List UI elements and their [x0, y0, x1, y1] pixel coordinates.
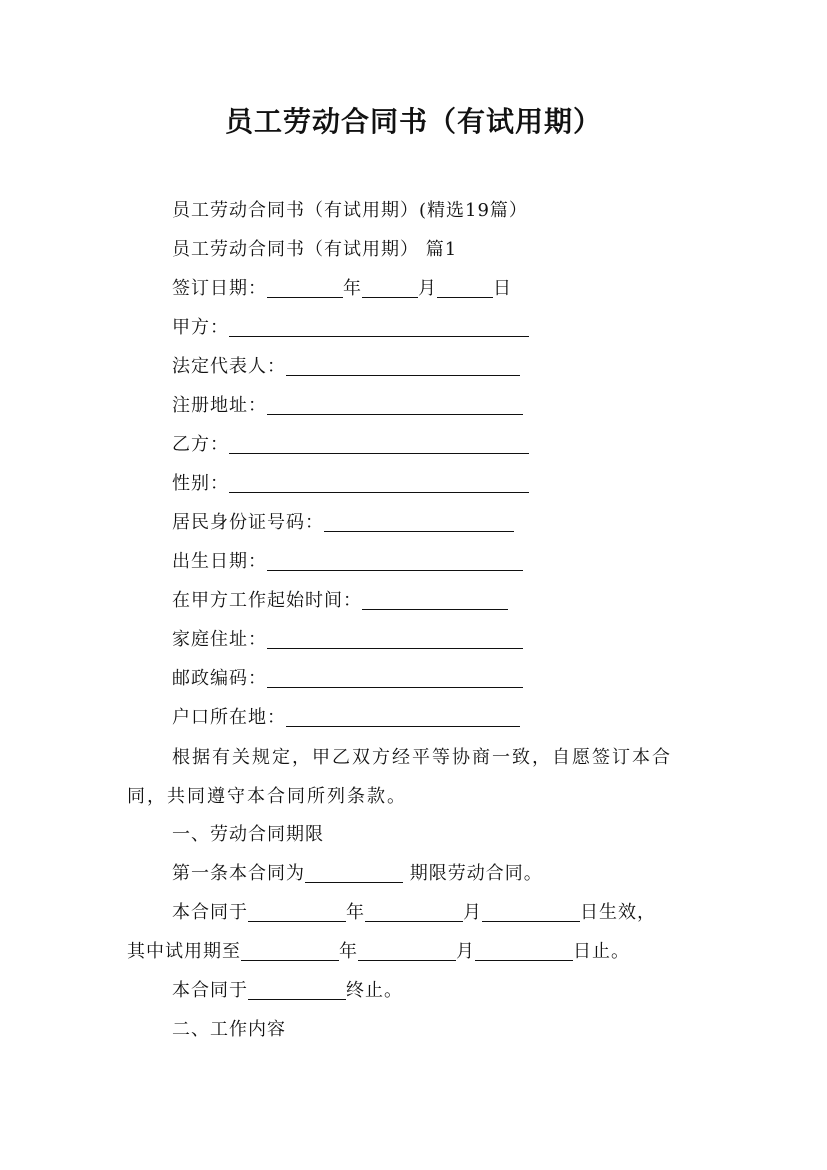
blank-end-date — [248, 979, 346, 1000]
field-label: 家庭住址： — [172, 629, 267, 650]
clause-3-suffix: 终止。 — [346, 980, 403, 1001]
field-label: 性别： — [172, 473, 229, 494]
clause-2-text: 月 — [463, 902, 482, 923]
field-blank — [267, 550, 523, 571]
field-blank — [286, 706, 520, 727]
field-blank — [362, 589, 508, 610]
blank-day — [437, 277, 493, 298]
heading-work-content: 二、工作内容 — [172, 1019, 286, 1040]
clause-2-text: 本合同于 — [172, 902, 248, 923]
field-blank — [324, 511, 514, 532]
clause-2-text: 日止。 — [573, 941, 630, 962]
field-label: 户口所在地： — [172, 707, 286, 728]
field-blank — [267, 667, 523, 688]
field-label: 甲方： — [172, 317, 229, 338]
field-postcode — [172, 667, 523, 691]
field-party-b — [172, 433, 529, 457]
clause-2-line-2 — [127, 940, 630, 964]
clause-1-suffix: 期限劳动合同。 — [403, 863, 543, 884]
field-blank — [229, 433, 529, 454]
field-label: 在甲方工作起始时间： — [172, 590, 362, 611]
clause-3-prefix: 本合同于 — [172, 980, 248, 1001]
field-party-a — [172, 316, 529, 340]
clause-3 — [172, 979, 403, 1003]
sign-date-day: 日 — [493, 278, 512, 299]
clause-2-text: 其中试用期至 — [127, 941, 241, 962]
field-blank — [286, 355, 520, 376]
field-label: 邮政编码： — [172, 668, 267, 689]
field-label: 乙方： — [172, 434, 229, 455]
field-legal-rep — [172, 355, 520, 379]
intro-paragraph: 根据有关规定，甲乙双方经平等协商一致，自愿签订本合同，共同遵守本合同所列条款。 — [127, 747, 672, 807]
field-gender — [172, 472, 529, 496]
field-reg-address — [172, 394, 523, 418]
blank-month — [358, 940, 456, 961]
clause-2-text: 年 — [346, 902, 365, 923]
field-blank — [267, 628, 523, 649]
sign-date-label: 签订日期： — [172, 278, 267, 299]
field-id-number — [172, 511, 514, 535]
field-hukou — [172, 706, 520, 730]
field-blank — [267, 394, 523, 415]
heading-contract-term: 一、劳动合同期限 — [172, 824, 324, 845]
blank-day — [475, 940, 573, 961]
clause-2-text: 月 — [456, 941, 475, 962]
clause-1-prefix: 第一条本合同为 — [172, 863, 305, 884]
sign-date-year: 年 — [343, 278, 362, 299]
field-blank — [229, 316, 529, 337]
field-label: 注册地址： — [172, 395, 267, 416]
sign-date-month: 月 — [418, 278, 437, 299]
document-subtitle: 员工劳动合同书（有试用期）(精选19篇） — [172, 200, 528, 221]
field-birth-date — [172, 550, 523, 574]
clause-2-line-1 — [172, 901, 656, 925]
document-title: 员工劳动合同书（有试用期） — [224, 105, 602, 138]
blank-month — [362, 277, 418, 298]
blank-term — [305, 862, 403, 883]
clause-2-text: 日生效， — [580, 902, 656, 923]
blank-month — [365, 901, 463, 922]
blank-year — [248, 901, 346, 922]
field-label: 法定代表人： — [172, 356, 286, 377]
field-label: 居民身份证号码： — [172, 512, 324, 533]
clause-1 — [172, 862, 543, 886]
blank-year — [241, 940, 339, 961]
blank-year — [267, 277, 343, 298]
blank-day — [482, 901, 580, 922]
section-heading: 员工劳动合同书（有试用期） 篇1 — [172, 239, 458, 260]
clause-2-text: 年 — [339, 941, 358, 962]
field-label: 出生日期： — [172, 551, 267, 572]
sign-date-line — [172, 277, 512, 301]
field-blank — [229, 472, 529, 493]
field-home-address — [172, 628, 523, 652]
field-start-time — [172, 589, 508, 613]
